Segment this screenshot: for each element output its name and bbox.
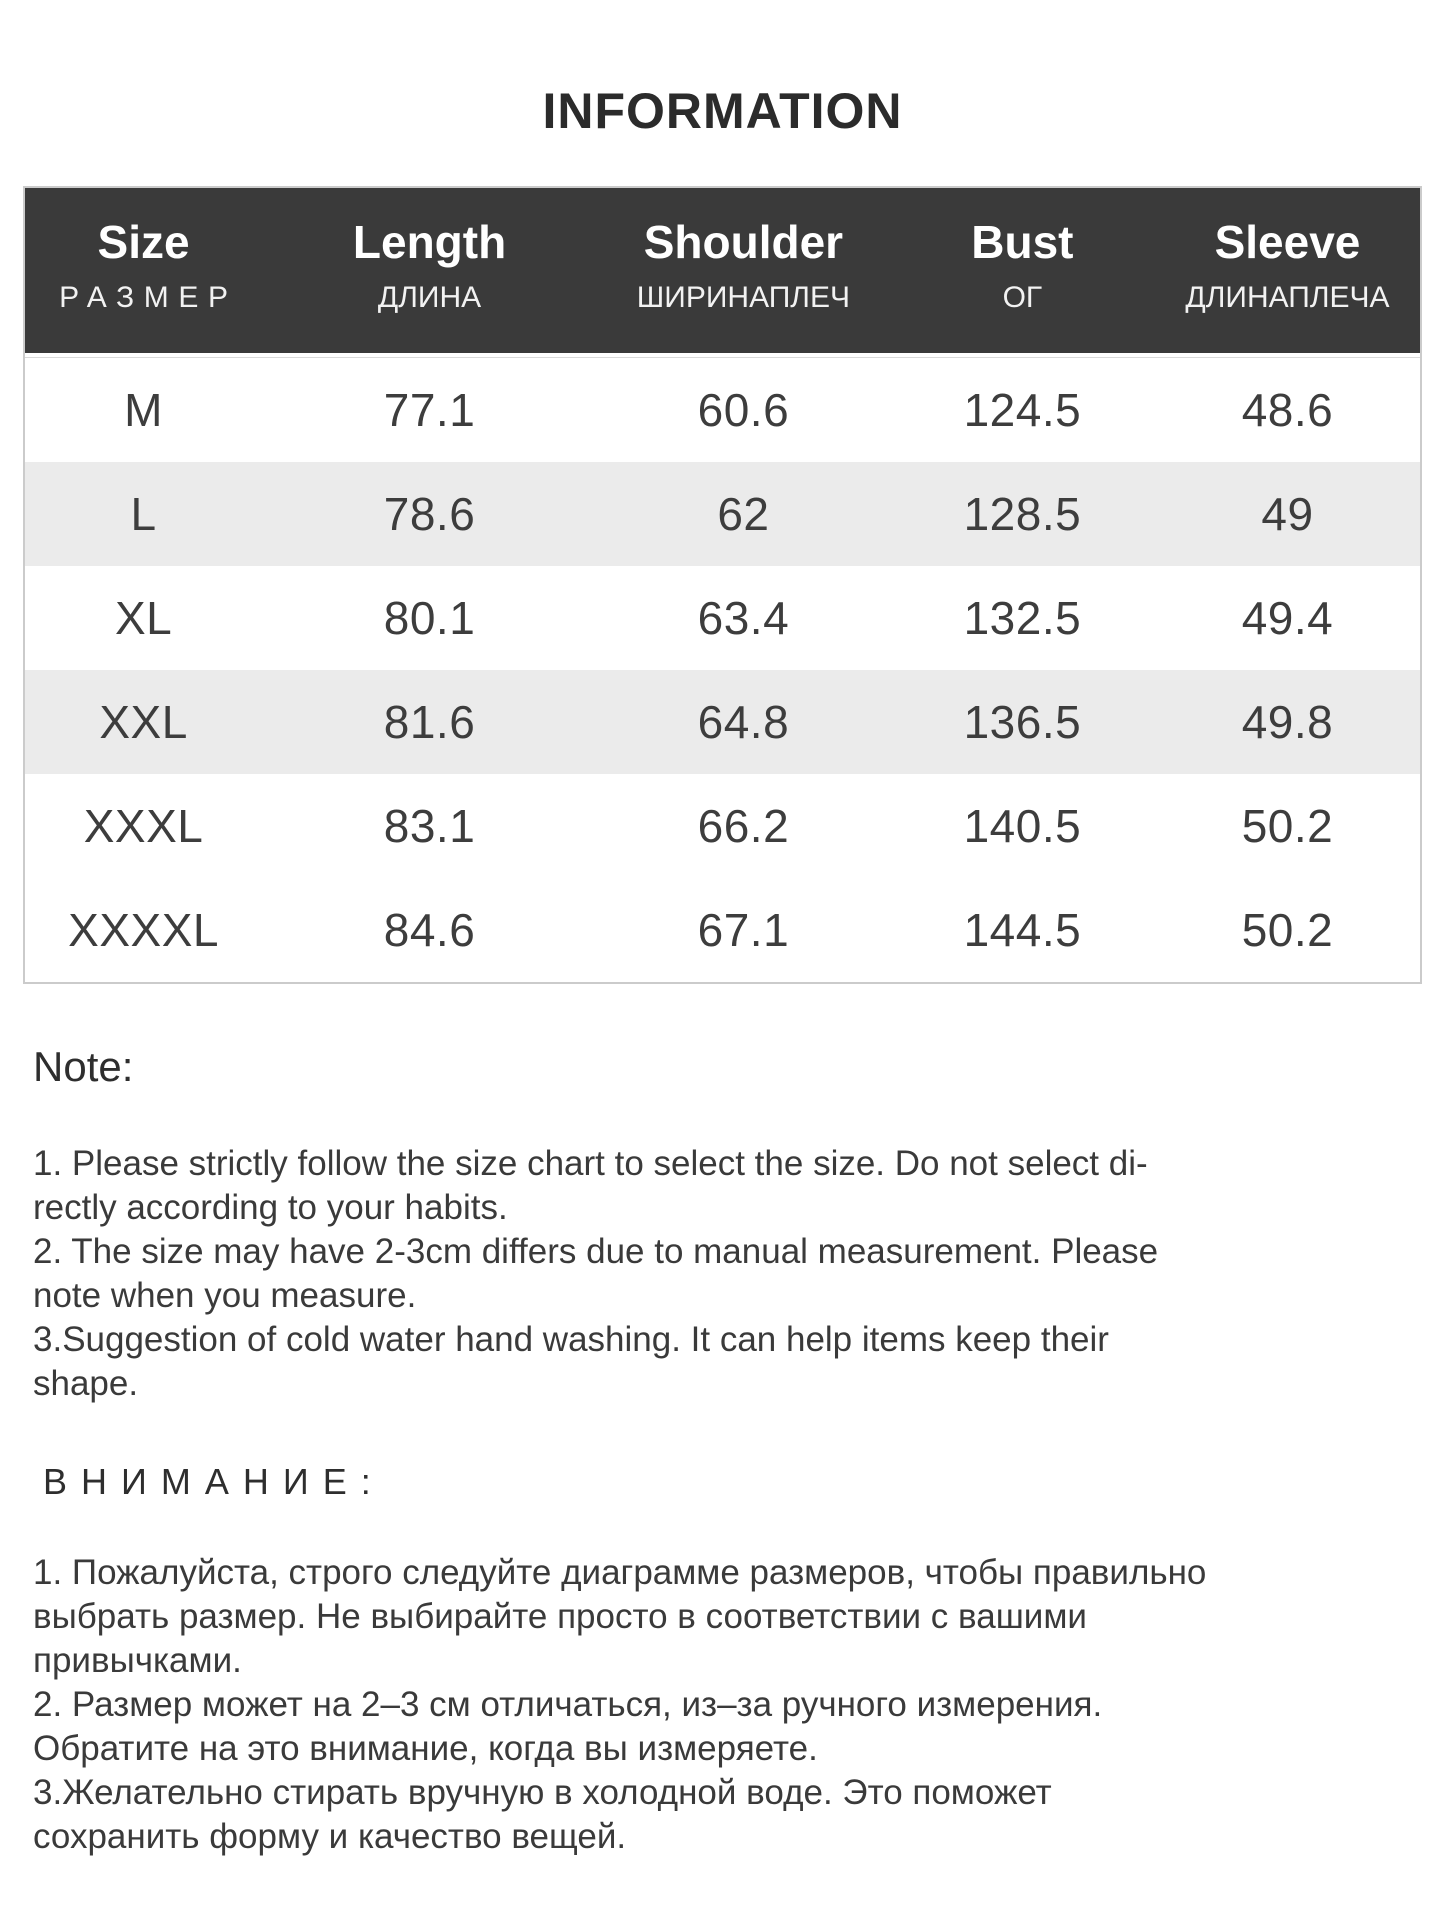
- cell-shoulder: 67.1: [697, 904, 790, 956]
- attention-line: Обратите на это внимание, когда вы измеряете.: [33, 1729, 818, 1769]
- cell-size: XL: [114, 592, 173, 644]
- attention-line: 1. Пожалуйста, строго следуйте диаграмме размеров, чтобы правильно: [33, 1553, 1207, 1593]
- cell-bust: 136.5: [890, 670, 1155, 774]
- attention-heading: ВНИМАНИЕ:: [43, 1461, 385, 1502]
- cell-bust: 144.5: [963, 904, 1082, 956]
- size-chart-body: [25, 357, 1420, 982]
- table-row-xxxl: [25, 774, 1420, 878]
- column-header-size-ru: РАЗМЕР: [59, 280, 238, 314]
- table-row-xxxxl: [25, 878, 1420, 982]
- cell-length: 78.6: [262, 462, 597, 566]
- cell-size: XXXL: [83, 800, 204, 852]
- note-line: 1. Please strictly follow the size chart to select the size. Do not select di-: [33, 1144, 1148, 1184]
- cell-size: M: [25, 357, 262, 462]
- note-line: shape.: [33, 1364, 139, 1404]
- attention-line: сохранить форму и качество вещей.: [33, 1817, 627, 1857]
- cell-shoulder: 63.4: [697, 592, 790, 644]
- attention-line: 3.Желательно стирать вручную в холодной воде. Это поможет: [33, 1773, 1052, 1813]
- column-header-sleeve-en: Sleeve: [1214, 216, 1361, 268]
- size-chart-header: [25, 188, 1420, 357]
- cell-length: 83.1: [383, 800, 476, 852]
- cell-sleeve: 49: [1155, 462, 1420, 566]
- page-title: INFORMATION: [542, 83, 903, 139]
- column-header-bust: [890, 188, 1155, 357]
- table-row-xl: [25, 566, 1420, 670]
- cell-length: 84.6: [383, 904, 476, 956]
- cell-size: XXL: [25, 670, 262, 774]
- cell-bust: 132.5: [963, 592, 1082, 644]
- cell-sleeve: 48.6: [1155, 357, 1420, 462]
- cell-bust: 128.5: [890, 462, 1155, 566]
- column-header-size: [25, 188, 262, 357]
- cell-shoulder: 62: [597, 462, 890, 566]
- column-header-bust-en: Bust: [971, 216, 1074, 268]
- cell-bust: 124.5: [890, 357, 1155, 462]
- column-header-bust-ru: ОГ: [1002, 280, 1043, 314]
- note-line: 2. The size may have 2-3cm differs due to manual measurement. Please: [33, 1232, 1159, 1272]
- column-header-length: [262, 188, 597, 357]
- cell-sleeve: 50.2: [1241, 800, 1334, 852]
- cell-size: XXXXL: [68, 904, 219, 956]
- table-row-m: [25, 357, 1420, 462]
- cell-sleeve: 49.8: [1155, 670, 1420, 774]
- attention-line: привычками.: [33, 1641, 242, 1681]
- cell-bust: 140.5: [963, 800, 1082, 852]
- attention-section: [33, 1460, 1413, 1859]
- cell-size: L: [25, 462, 262, 566]
- table-row-xxl: [25, 670, 1420, 774]
- cell-sleeve: 50.2: [1241, 904, 1334, 956]
- column-header-shoulder-ru: ШИРИНАПЛЕЧ: [636, 280, 851, 314]
- note-line: 3.Suggestion of cold water hand washing. It can help items keep their: [33, 1320, 1109, 1360]
- note-section: [33, 1042, 1413, 1406]
- cell-length: 80.1: [383, 592, 476, 644]
- cell-sleeve: 49.4: [1241, 592, 1334, 644]
- cell-length: 81.6: [262, 670, 597, 774]
- column-header-size-en: Size: [97, 216, 190, 268]
- note-line: note when you measure.: [33, 1276, 417, 1316]
- cell-shoulder: 66.2: [697, 800, 790, 852]
- attention-line: выбрать размер. Не выбирайте просто в соответствии с вашими: [33, 1597, 1087, 1637]
- column-header-length-ru: ДЛИНА: [377, 280, 482, 314]
- column-header-length-en: Length: [352, 216, 507, 268]
- size-chart-table: [23, 186, 1422, 984]
- note-line: rectly according to your habits.: [33, 1188, 508, 1228]
- cell-length: 77.1: [262, 357, 597, 462]
- column-header-shoulder-en: Shoulder: [643, 216, 844, 268]
- header-row: [25, 188, 1420, 357]
- table-row-l: [25, 462, 1420, 566]
- cell-shoulder: 64.8: [597, 670, 890, 774]
- cell-shoulder: 60.6: [597, 357, 890, 462]
- column-header-sleeve: [1155, 188, 1420, 357]
- attention-line: 2. Размер может на 2–3 см отличаться, из–за ручного измерения.: [33, 1685, 1103, 1725]
- column-header-shoulder: [597, 188, 890, 357]
- column-header-sleeve-ru: ДЛИНАПЛЕЧА: [1185, 280, 1390, 314]
- note-heading: Note:: [33, 1043, 134, 1090]
